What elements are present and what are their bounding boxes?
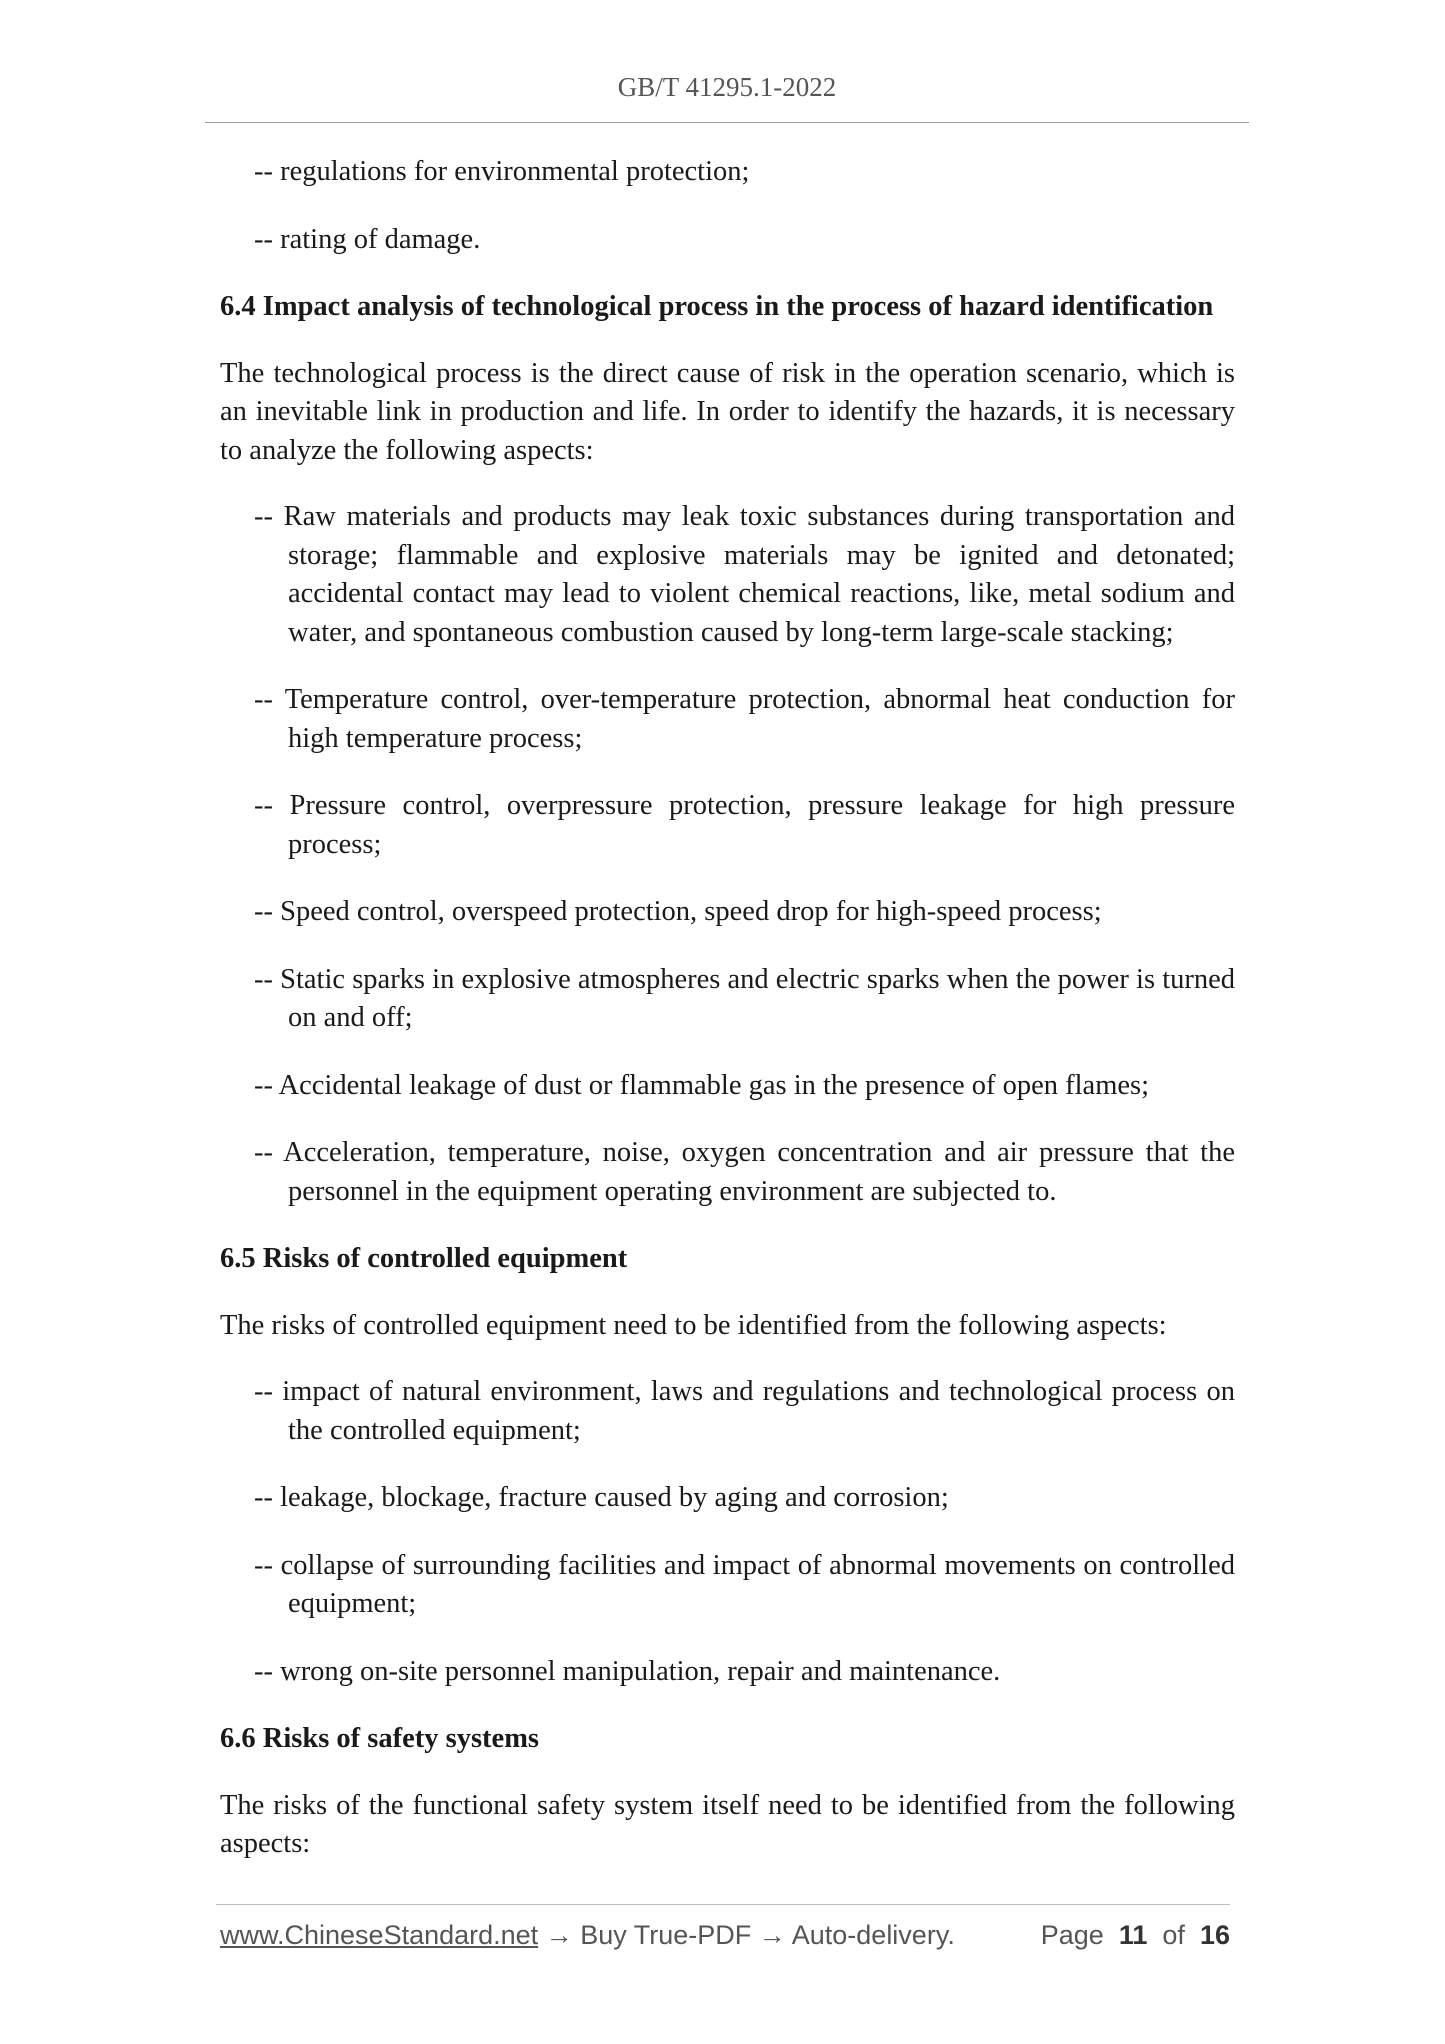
section-6-5-intro: The risks of controlled equipment need to be identified from the following aspects: <box>220 1309 1167 1341</box>
footer-promo <box>220 1920 955 1951</box>
section-6-4-intro: The technological process is the direct cause of risk in the operation scenario, which is an inevitable link in production and life. In order to identify the hazards, it is necessary to analyze the following aspects: <box>220 357 1235 466</box>
list-item: -- Acceleration, temperature, noise, oxygen concentration and air pressure that the personnel in the equipment operating environment are subjected to. <box>254 1137 1235 1207</box>
document-body <box>220 153 1235 1892</box>
footer-divider <box>216 1904 1230 1905</box>
section-heading-6-4: 6.4 Impact analysis of technological process in the process of hazard identification <box>220 291 1214 322</box>
page-label: Page <box>1040 1920 1104 1950</box>
section-heading-6-6: 6.6 Risks of safety systems <box>220 1723 540 1754</box>
list-item: -- wrong on-site personnel manipulation, repair and maintenance. <box>254 1655 1001 1687</box>
list-item: -- Pressure control, overpressure protection, pressure leakage for high pressure process; <box>254 790 1235 860</box>
document-id-header: GB/T 41295.1-2022 <box>617 72 837 102</box>
current-page-number: 11 <box>1118 1920 1148 1950</box>
page-footer <box>220 1920 1230 1960</box>
list-item: -- Speed control, overspeed protection, speed drop for high-speed process; <box>254 896 1102 927</box>
page-indicator <box>1041 1920 1230 1951</box>
of-label: of <box>1162 1920 1185 1950</box>
list-item: -- regulations for environmental protection; <box>254 156 750 187</box>
list-item: -- Raw materials and products may leak toxic substances during transportation and storage; flammable and explosive materials may be ignited and detonated; accidental contact may lead to violent chemical reactions, like, metal sodium and water, and spontaneous combustion caused by long-term large-scale stacking; <box>254 501 1235 648</box>
list-item: -- Accidental leakage of dust or flammable gas in the presence of open flames; <box>254 1069 1150 1101</box>
section-heading-6-5: 6.5 Risks of controlled equipment <box>220 1243 628 1274</box>
header-divider <box>205 122 1249 123</box>
total-pages-number: 16 <box>1199 1920 1230 1950</box>
section-6-6-intro: The risks of the functional safety system itself need to be identified from the following aspects: <box>220 1789 1235 1859</box>
list-item: -- Temperature control, over-temperature protection, abnormal heat conduction for high temperature process; <box>254 684 1235 754</box>
footer-tagline: → Buy True-PDF → Auto-delivery. <box>538 1920 955 1950</box>
website-link[interactable]: www.ChineseStandard.net <box>220 1920 539 1950</box>
list-item: -- rating of damage. <box>254 223 481 255</box>
list-item: -- collapse of surrounding facilities and impact of abnormal movements on controlled equipment; <box>254 1549 1235 1619</box>
list-item: -- impact of natural environment, laws and regulations and technological process on the controlled equipment; <box>254 1376 1235 1446</box>
list-item: -- Static sparks in explosive atmospheres and electric sparks when the power is turned on and off; <box>254 963 1235 1033</box>
list-item: -- leakage, blockage, fracture caused by aging and corrosion; <box>254 1482 949 1513</box>
